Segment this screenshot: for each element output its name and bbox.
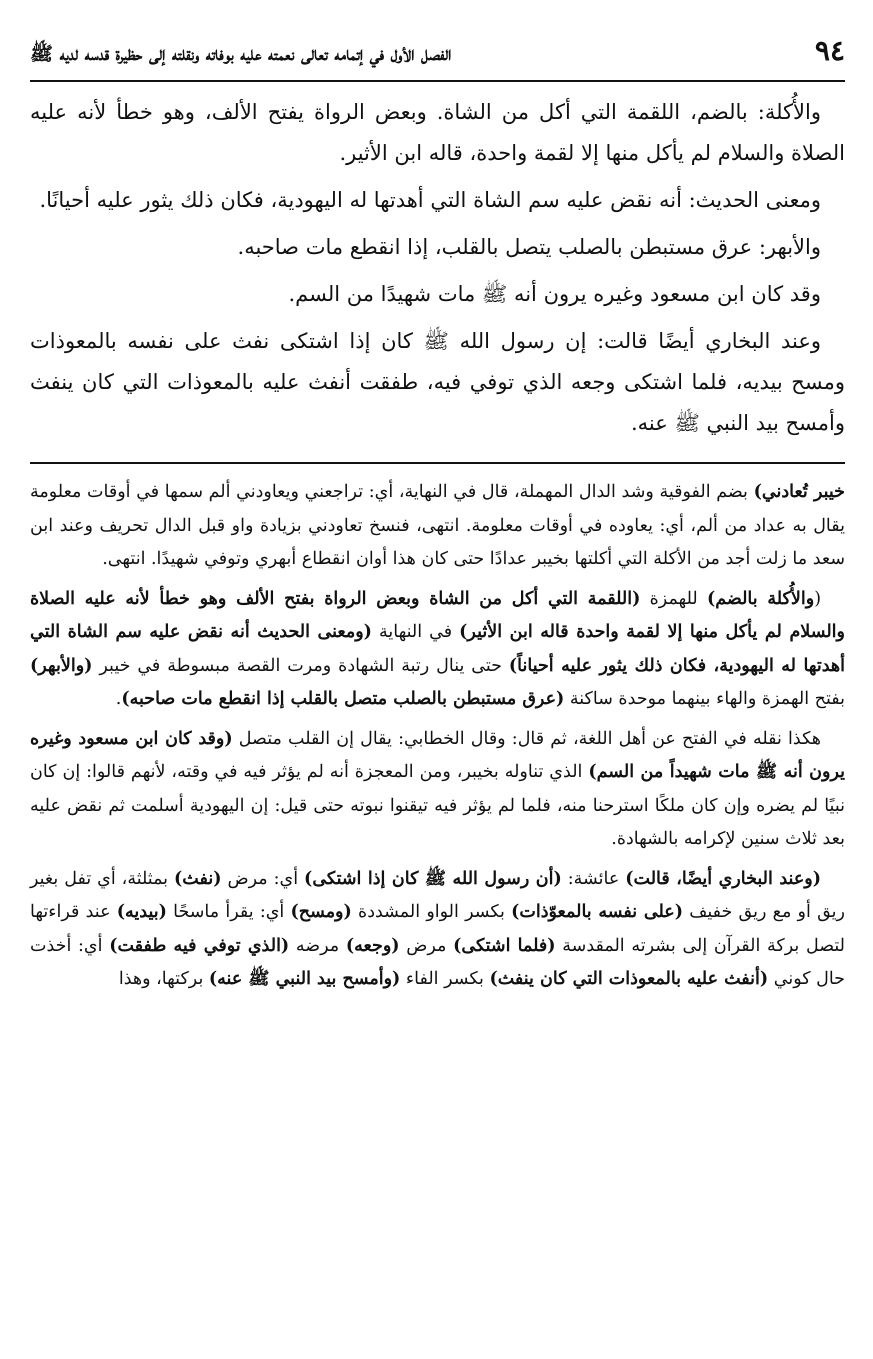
commentary-text: (: [814, 588, 822, 609]
commentary-paragraph: [30, 863, 845, 997]
commentary-text: عند قراءتها لتصل بركة القرآن إلى بشرته المقدسة: [30, 902, 846, 956]
commentary-text: .: [115, 689, 122, 709]
commentary-paragraph: [30, 476, 845, 577]
commentary-text: بمثلثة، أي تفل بغير ريق أو مع ريق خفيف: [30, 868, 845, 922]
quoted-text: والأُكلة بالضم): [706, 588, 815, 609]
commentary-text: بكسر الفاء: [400, 969, 490, 989]
commentary-text: مرض: [399, 935, 454, 956]
commentary-separator: [30, 462, 845, 464]
commentary-text: للهمزة: [640, 588, 707, 609]
book-page: [30, 34, 845, 1003]
quoted-text: (وقد كان ابن مسعود وغيره يرون أنه ﷺ مات شهيداً من السم): [30, 728, 845, 782]
header-rule: [30, 80, 845, 82]
commentary-text: بفتح الهمزة والهاء بينهما موحدة ساكنة: [564, 689, 845, 709]
commentary-text: حتى ينال رتبة الشهادة ومرت القصة مبسوطة في خيبر: [92, 655, 509, 676]
quoted-text: (ومعنى الحديث أنه نقض عليه سم الشاة التي أهدتها له اليهودية، فكان ذلك يثور عليه أحياناً): [30, 622, 845, 676]
commentary-paragraph: [30, 583, 845, 717]
quoted-text: (الذي توفي فيه طفقت): [109, 935, 290, 956]
main-paragraph: وعند البخاري أيضًا قالت: إن رسول الله ﷺ كان إذا اشتكى نفث على نفسه بالمعوذات ومسح بيديه، فلما اشتكى وجعه الذي توفي فيه، طفقت أنفث عليه بالمعوذات التي كان ينفث وأمسح بيد النبي ﷺ عنه.: [30, 329, 845, 435]
quoted-text: (وجعه): [345, 935, 400, 956]
quoted-text: (فلما اشتكى): [453, 935, 556, 956]
commentary-text: بركتها، وهذا: [118, 969, 209, 989]
commentary-text: هكذا نقله في الفتح عن أهل اللغة، ثم قال: وقال الخطابي: يقال إن القلب متصل: [232, 728, 821, 749]
quoted-text: (عرق مستبطن بالصلب متصل بالقلب إذا انقطع مات صاحبه): [121, 689, 565, 709]
commentary-text: مرضه: [289, 935, 346, 956]
main-paragraph: ومعنى الحديث: أنه نقض عليه سم الشاة التي أهدتها له اليهودية، فكان ذلك يثور عليه أحيانًا.: [39, 188, 821, 212]
commentary: [30, 476, 845, 997]
quoted-text: (اللقمة التي أكل من الشاة وبعض الرواة بفتح الألف وهو خطأ لأنه عليه الصلاة والسلام لم يأكل منها إلا لقمة واحدة قاله ابن الأثير): [30, 588, 845, 642]
quoted-text: (وعند البخاري أيضًا، قالت): [625, 868, 821, 889]
quoted-text: (أن رسول الله ﷺ كان إذا اشتكى): [304, 868, 562, 889]
quoted-text: (على نفسه بالمعوّذات): [511, 902, 683, 922]
quoted-text: (ومسح): [290, 902, 352, 922]
running-title: الفصل الأول في إتمامه تعالى نعمته عليه بوفاته ونقلته إلى حظيرة قدسه لديه ﷺ: [30, 43, 452, 65]
quoted-text: (وأمسح بيد النبي ﷺ عنه): [208, 969, 401, 989]
commentary-text: بكسر الواو المشددة: [351, 902, 512, 922]
commentary-text: الذي تناوله بخيبر، ومن المعجزة أنه لم يؤثر فيه في وقته، لأنهم قالوا: إن كان نبيًا لم يضره وإن كان ملكًا استرحنا منه، فلما لم يؤثر فيه تيقنوا نبوته حتى قيل: إن اليهودية أسلمت ثم نقض عليه بعد ثلاث سنين لإكرامه بالشهادة.: [30, 762, 845, 849]
quoted-text: (نفث): [174, 868, 222, 889]
commentary-text: أي: مرض: [221, 868, 305, 889]
quoted-text: خيبر تُعادني): [753, 482, 845, 502]
main-text: [30, 92, 845, 444]
commentary-text: عائشة:: [561, 868, 626, 889]
quoted-text: (والأبهر): [30, 655, 93, 676]
commentary-text: أي: أخذت حال كوني: [30, 935, 845, 989]
page-header: [30, 34, 845, 80]
page-number: ٩٤: [814, 34, 845, 67]
commentary-text: بضم الفوقية وشد الدال المهملة، قال في النهاية، أي: تراجعني ويعاودني ألم سمها في أوقات معلومة يقال به عداد من ألم، أي: يعاوده في أوقات معلومة. انتهى، فنسخ تعاودني بزيادة واو قبل الدال تحريف وعند ابن سعد ما زلت أجد من الأكلة التي أكلتها بخيبر عدادًا حتى كان هذا أوان انقطاع أبهري وتوفي شهيدًا. انتهى.: [30, 482, 845, 569]
main-paragraph: وقد كان ابن مسعود وغيره يرون أنه ﷺ مات شهيدًا من السم.: [288, 282, 821, 306]
commentary-text: في النهاية: [371, 622, 460, 642]
quoted-text: (بيديه): [116, 902, 167, 922]
commentary-paragraph: [30, 723, 845, 857]
quoted-text: (أنفث عليه بالمعوذات التي كان ينفث): [489, 969, 769, 989]
commentary-text: أي: يقرأ ماسحًا: [166, 902, 291, 922]
main-paragraph: والأُكلة: بالضم، اللقمة التي أكل من الشاة. وبعض الرواة يفتح الألف، وهو خطأ لأنه عليه الصلاة والسلام لم يأكل منها إلا لقمة واحدة، قاله ابن الأثير.: [30, 100, 845, 165]
main-paragraph: والأبهر: عرق مستبطن بالصلب يتصل بالقلب، إذا انقطع مات صاحبه.: [237, 235, 821, 259]
